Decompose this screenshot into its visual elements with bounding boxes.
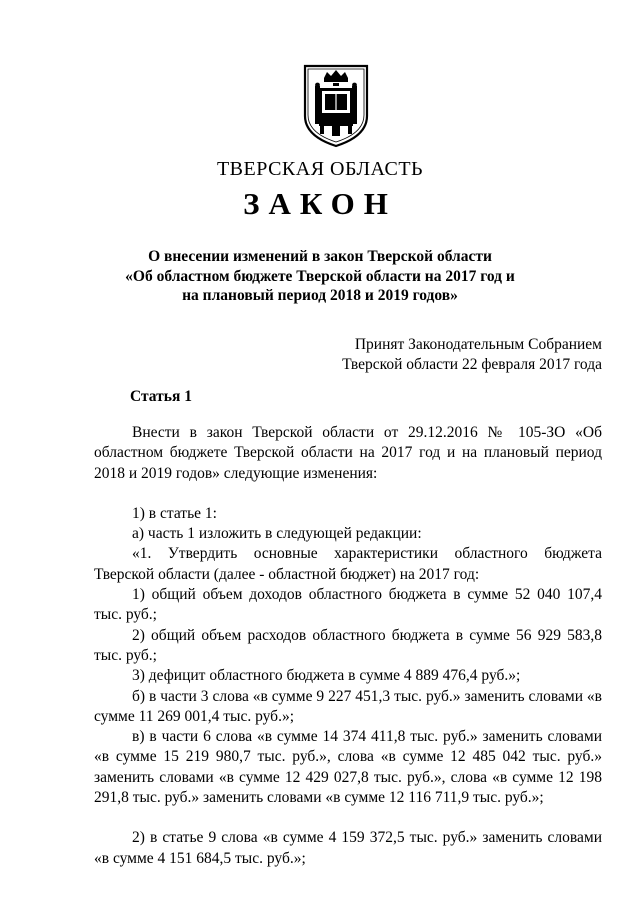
article-body: [94, 423, 602, 869]
article-paragraph: 1) общий объем доходов областного бюджета в сумме 52 040 107,4 тыс. руб.;: [94, 586, 602, 624]
adoption-line: Тверской области 22 февраля 2017 года: [342, 355, 602, 373]
article-paragraph: б) в части 3 слова «в сумме 9 227 451,3 тыс. руб.» заменить словами «в сумме 11 269 001,4 тыс. руб.»;: [94, 687, 602, 725]
tver-coat-of-arms-icon: [302, 64, 370, 148]
law-subtitle: [0, 247, 640, 306]
region-name: ТВЕРСКАЯ ОБЛАСТЬ: [216, 158, 424, 180]
article-paragraph: Внести в закон Тверской области от 29.12.2016 № 105-ЗО «Об областном бюджете Тверской области на 2017 год и на плановый период 2018 и 2019 годов» следующие изменения:: [94, 424, 602, 482]
adoption-note: [342, 335, 602, 374]
law-subtitle-line: на плановый период 2018 и 2019 годов»: [182, 287, 458, 304]
law-subtitle-line: О внесении изменений в закон Тверской области: [148, 248, 492, 265]
article-paragraph: «1. Утвердить основные характеристики областного бюджета Тверской области (далее - областной бюджет) на 2017 год:: [94, 545, 602, 583]
adoption-line: Принят Законодательным Собранием: [354, 336, 602, 353]
law-subtitle-line: «Об областном бюджете Тверской области на 2017 год и: [125, 267, 515, 285]
document-type-title: ЗАКОН: [243, 186, 397, 221]
article-paragraph: а) часть 1 изложить в следующей редакции:: [132, 525, 422, 543]
article-paragraph: 2) в статье 9 слова «в сумме 4 159 372,5 тыс. руб.» заменить словами «в сумме 4 151 684,5 тыс. руб.»;: [94, 829, 602, 867]
article-paragraph: в) в части 6 слова «в сумме 14 374 411,8 тыс. руб.» заменить словами «в сумме 15 219 980,7 тыс. руб.», слова «в сумме 12 485 042 тыс. руб.» заменить словами «в сумме 12 429 027,8 тыс. руб.», слова «в сумме 12 198 291,8 тыс. руб.» заменить словами «в сумме 12 116 711,9 тыс. руб.»;: [94, 728, 602, 807]
article-paragraph: 2) общий объем расходов областного бюджета в сумме 56 929 583,8 тыс. руб.;: [94, 626, 602, 664]
article-paragraph: 1) в статье 1:: [132, 504, 217, 522]
article-heading: Статья 1: [130, 388, 192, 405]
article-paragraph: 3) дефицит областного бюджета в сумме 4 889 476,4 руб.»;: [132, 667, 521, 685]
